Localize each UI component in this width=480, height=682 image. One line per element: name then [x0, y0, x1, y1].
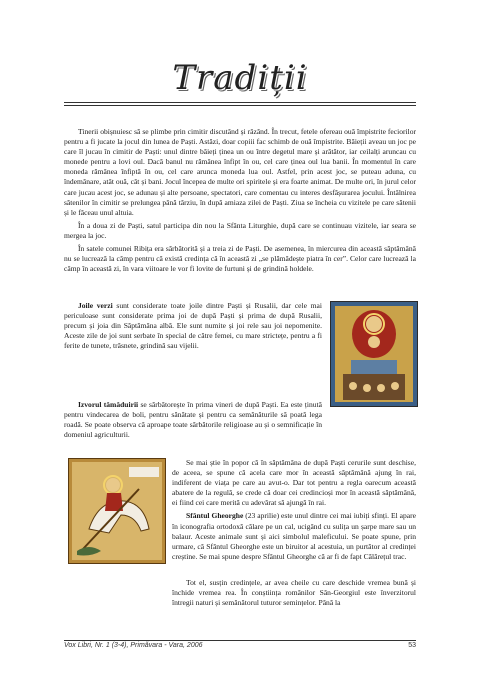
paragraph-text: se sărbătorește în prima vineri de după Paști. Ea este ținută pentru vindecarea de boli, pentru sănătate și pentru ca semănăturile să poată lega roadă. Se poate observa că aproape toate sărbătorile religioase au și o semnificație în domeniul agriculturii.	[64, 400, 322, 440]
paragraph	[64, 301, 322, 351]
paragraph-text: sunt considerate toate joile dintre Paști și Rusalii, dar cele mai periculoase sunt considerate prima joi de după Paști și prima de după Rusalii, precum și joia din Săptămâna albă. Ele sunt numite și joi rele sau joi nepomenite. Aceste zile de joi sunt serbate în special de către femei, cu mare strictețe, pentru a fi ferite de tunete, trăsnete, grindină sau vijelii.	[64, 301, 322, 351]
text-block-izvorul	[64, 400, 322, 455]
izvorul-tamaduirii-icon	[330, 301, 418, 407]
text-block-sfantul-gheorghe	[172, 578, 416, 618]
text-block-joile-verzi	[64, 301, 322, 397]
page-number: 53	[408, 642, 416, 649]
icon-illustration	[331, 302, 417, 406]
footer-rule	[64, 640, 416, 641]
paragraph: În satele comunei Ribița era sărbătorită și a treia zi de Paști. De asemenea, în miercurea din această săptămână nu se lucrează la câmp pentru că există credința că în această zi „se plămădește piatra în cer”. Celor care lucrează la câmp în această zi, în vara viitoare le vor fi lovite de furtuni și de grindină holdele.	[64, 244, 416, 274]
journal-citation: Vox Libri, Nr. 1 (3-4), Primăvara - Vara, 2006	[64, 642, 203, 649]
paragraph: Tinerii obișnuiesc să se plimbe prin cimitir discutând și râzând. În trecut, fetele ofereau ouă împistrite feciorilor pentru a fi jucate la jocul din lunea de Paști. Astăzi, doar copiii fac schimb de ouă împistrite. Băieții aveau un joc pe care îl jucau în cimitir de Paști: unul dintre băieți ținea un ou între degetul mare și arătător, iar ceilalți aruncau cu monede pentru a lovi oul. Dacă banul nu rămânea înfipt în ou, cel care ținea oul lua banii. În momentul în care moneda rămânea înfiptă în ou, cel care arunca moneda lua oul. Astfel, prin acest joc, se puteau aduna, cu îndemânare, atât ouă, cât și bani. Jocul începea de multe ori spiritele și era foarte animat. De multe ori, în jurul celor care jucau acest joc, se adunau și alte persoane, spectatori, care comentau cu interes desfășurarea jocului. Întâlnirea sătenilor în cimitir se prelungea până târziu, în după amiaza zilei de Paști. Ziua se încheia cu vizitele pe care sătenii și le făceau unul altuia.	[64, 127, 416, 217]
text-block-paste-wrap	[172, 458, 416, 576]
paragraph: În a doua zi de Paști, satul participa din nou la Sfânta Liturghie, după care se continuau vizitele, iar seara se mergea la joc.	[64, 220, 416, 240]
saint-george-icon	[68, 458, 166, 564]
page-footer	[64, 642, 416, 649]
term-bold: Izvorul tămăduirii	[78, 400, 139, 409]
title-rule-secondary	[64, 105, 416, 106]
icon-illustration	[69, 459, 165, 563]
term-bold: Joile verzi	[78, 301, 113, 310]
term-bold: Sfântul Gheorghe	[186, 511, 244, 521]
page-title: Tradiții	[172, 58, 308, 98]
text-block-intro	[64, 127, 416, 294]
title-rule	[64, 102, 416, 103]
paragraph: Tot el, susțin credințele, ar avea cheile cu care deschide vremea bună și închide vremea rea. În conștiința românilor Sân-Georgiul este înverzitorul întregii naturi și semănătorul tuturor semințelor. Până la	[172, 578, 416, 608]
paragraph: Se mai știe în popor că în săptămâna de după Paști cerurile sunt deschise, de aceea, se spune că acela care mor în această săptămână ajung în rai, indiferent de viața pe care au avut-o. Dar tot pentru a regla oarecum această abatere de la regulă, se crede că doar cei credincioși mor în această săptămână, ei fiind cei care merită cu adevărat să ajungă în rai.	[172, 458, 416, 508]
paragraph-text: (23 aprilie) este unul dintre cei mai iubiți sfinți. El apare în iconografia ortodoxă călare pe un cal, ucigând cu sulița un șarpe mare sau un balaur. Aceste animale sunt și aici simbolul maleficului. Se poate spune, prin urmare, că Sfântul Gheorghe este un biruitor al acestuia, un purtător al credinței creștine. Se mai spune despre Sfântul Gheorghe că ar fi de fapt Călărețul trac.	[172, 511, 416, 561]
paragraph	[64, 400, 322, 440]
paragraph	[172, 511, 416, 561]
